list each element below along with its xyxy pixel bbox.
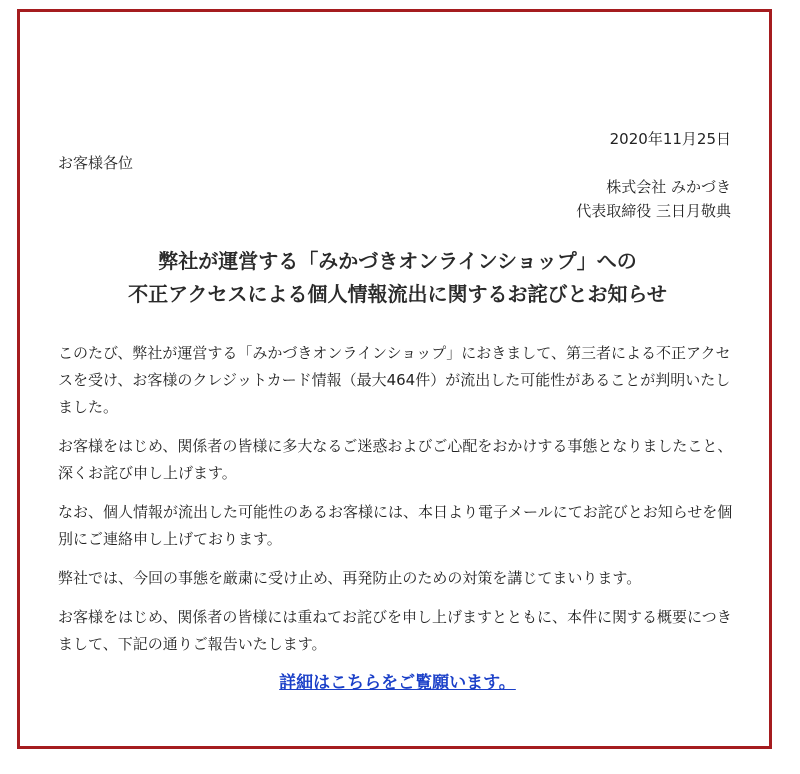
body-paragraph: お客様をはじめ、関係者の皆様に多大なるご迷惑およびご心配をおかけする事態となりましたこと、深くお詫び申し上げます。 xyxy=(58,437,733,482)
notice-date: 2020年11月25日 xyxy=(609,130,731,148)
body-paragraph: お客様をはじめ、関係者の皆様には重ねてお詫びを申し上げますとともに、本件に関する概要につきまして、下記の通りご報告いたします。 xyxy=(58,608,732,653)
details-link[interactable]: 詳細はこちらをご覧願います。 xyxy=(279,673,516,693)
body-paragraph: なお、個人情報が流出した可能性のあるお客様には、本日より電子メールにてお詫びとお知らせを個別にご連絡申し上げております。 xyxy=(58,503,733,548)
body-paragraph: 弊社では、今回の事態を厳粛に受け止め、再発防止のための対策を講じてまいります。 xyxy=(58,569,642,587)
notice-frame xyxy=(17,9,772,749)
details-link-container xyxy=(20,668,775,693)
representative-name: 代表取締役 三日月敬典 xyxy=(576,202,731,220)
body-paragraph: このたび、弊社が運営する「みかづきオンラインショップ」におきまして、第三者による不正アクセスを受け、お客様のクレジットカード情報（最大464件）が流出した可能性があることが判明いたしました。 xyxy=(58,344,731,416)
company-name: 株式会社 みかづき xyxy=(606,178,731,196)
notice-title-line-1: 弊社が運営する「みかづきオンラインショップ」への xyxy=(158,249,637,273)
recipient-line: お客様各位 xyxy=(58,154,134,172)
sender-block xyxy=(576,175,731,223)
notice-body xyxy=(58,340,736,670)
notice-title xyxy=(20,245,775,311)
notice-title-line-2: 不正アクセスによる個人情報流出に関するお詫びとお知らせ xyxy=(128,282,667,306)
